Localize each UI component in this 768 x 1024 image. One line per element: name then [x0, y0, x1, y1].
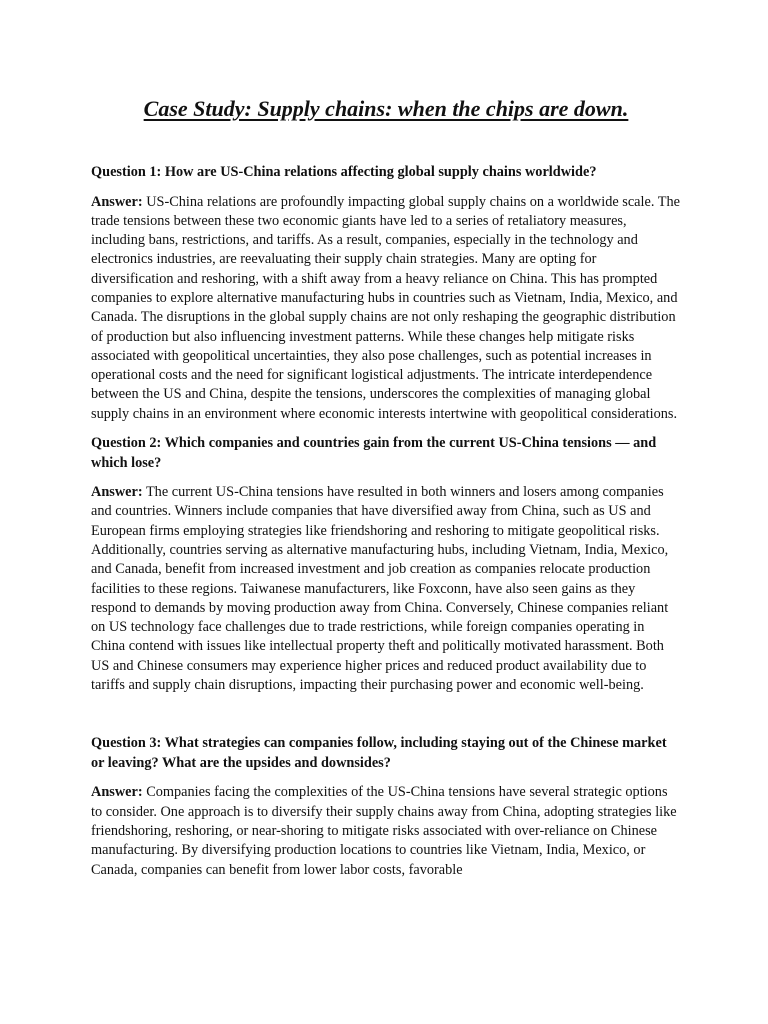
question-heading: Question 1: How are US-China relations affecting global supply chains worldwide? [91, 164, 597, 180]
section-question-2 [91, 434, 681, 695]
question-heading: Question 3: What strategies can companies follow, including staying out of the Chinese market or leaving? What are the upsides and downsides? [91, 735, 667, 771]
answer-text: Companies facing the complexities of the US-China tensions have several strategic options to consider. One approach is to diversify their supply chains away from China, adopting strategies like friendshoring, reshoring, or near-shoring to mitigate risks associated with over-reliance on Chinese manufacturing. By diversifying production locations to countries like Vietnam, India, Mexico, or Canada, companies can benefit from lower labor costs, favorable [91, 784, 677, 878]
section-question-3 [91, 734, 681, 879]
answer-text: The current US-China tensions have resulted in both winners and losers among companies and countries. Winners include companies that have diversified away from China, such as US and European firms employing strategies like friendshoring and reshoring to mitigate geopolitical risks. Additionally, countries serving as alternative manufacturing hubs, including Vietnam, India, Mexico, and Canada, benefit from increased investment and job creation as companies relocate production facilities to these regions. Taiwanese manufacturers, like Foxconn, have also seen gains as they respond to demands by moving production away from China. Conversely, Chinese companies reliant on US technology face challenges due to trade restrictions, while foreign companies operating in China contend with issues like intellectual property theft and politically motivated harassment. Both US and Chinese consumers may experience higher prices and reduced product availability due to tariffs and supply chain disruptions, impacting their purchasing power and economic well-being. [91, 484, 669, 694]
answer-paragraph [91, 193, 681, 425]
answer-label: Answer: [91, 784, 143, 801]
question-heading: Question 2: Which companies and countries gain from the current US-China tensions — and which lose? [91, 435, 657, 471]
section-question-1 [91, 163, 681, 424]
answer-paragraph [91, 483, 681, 695]
answer-paragraph [91, 783, 681, 879]
document-page [91, 96, 681, 890]
answer-label: Answer: [91, 484, 143, 501]
document-title: Case Study: Supply chains: when the chips are down. [143, 96, 629, 121]
answer-label: Answer: [91, 193, 143, 210]
answer-text: US-China relations are profoundly impacting global supply chains on a worldwide scale. The trade tensions between these two economic giants have led to a series of retaliatory measures, including bans, restrictions, and tariffs. As a result, companies, especially in the technology and electronics industries, are reevaluating their supply chain strategies. Many are opting for diversification and reshoring, with a shift away from a heavy reliance on China. This has prompted companies to explore alternative manufacturing hubs in countries such as Vietnam, India, Mexico, and Canada. The disruptions in the global supply chains are not only reshaping the geographic distribution of production but also influencing investment patterns. While these changes help mitigate risks associated with geopolitical uncertainties, they also pose challenges, such as potential increases in operational costs and the need for significant logistical adjustments. The intricate interdependence between the US and China, despite the tensions, underscores the complexities of managing global supply chains in an environment where economic interests intertwine with geopolitical considerations. [91, 193, 680, 422]
